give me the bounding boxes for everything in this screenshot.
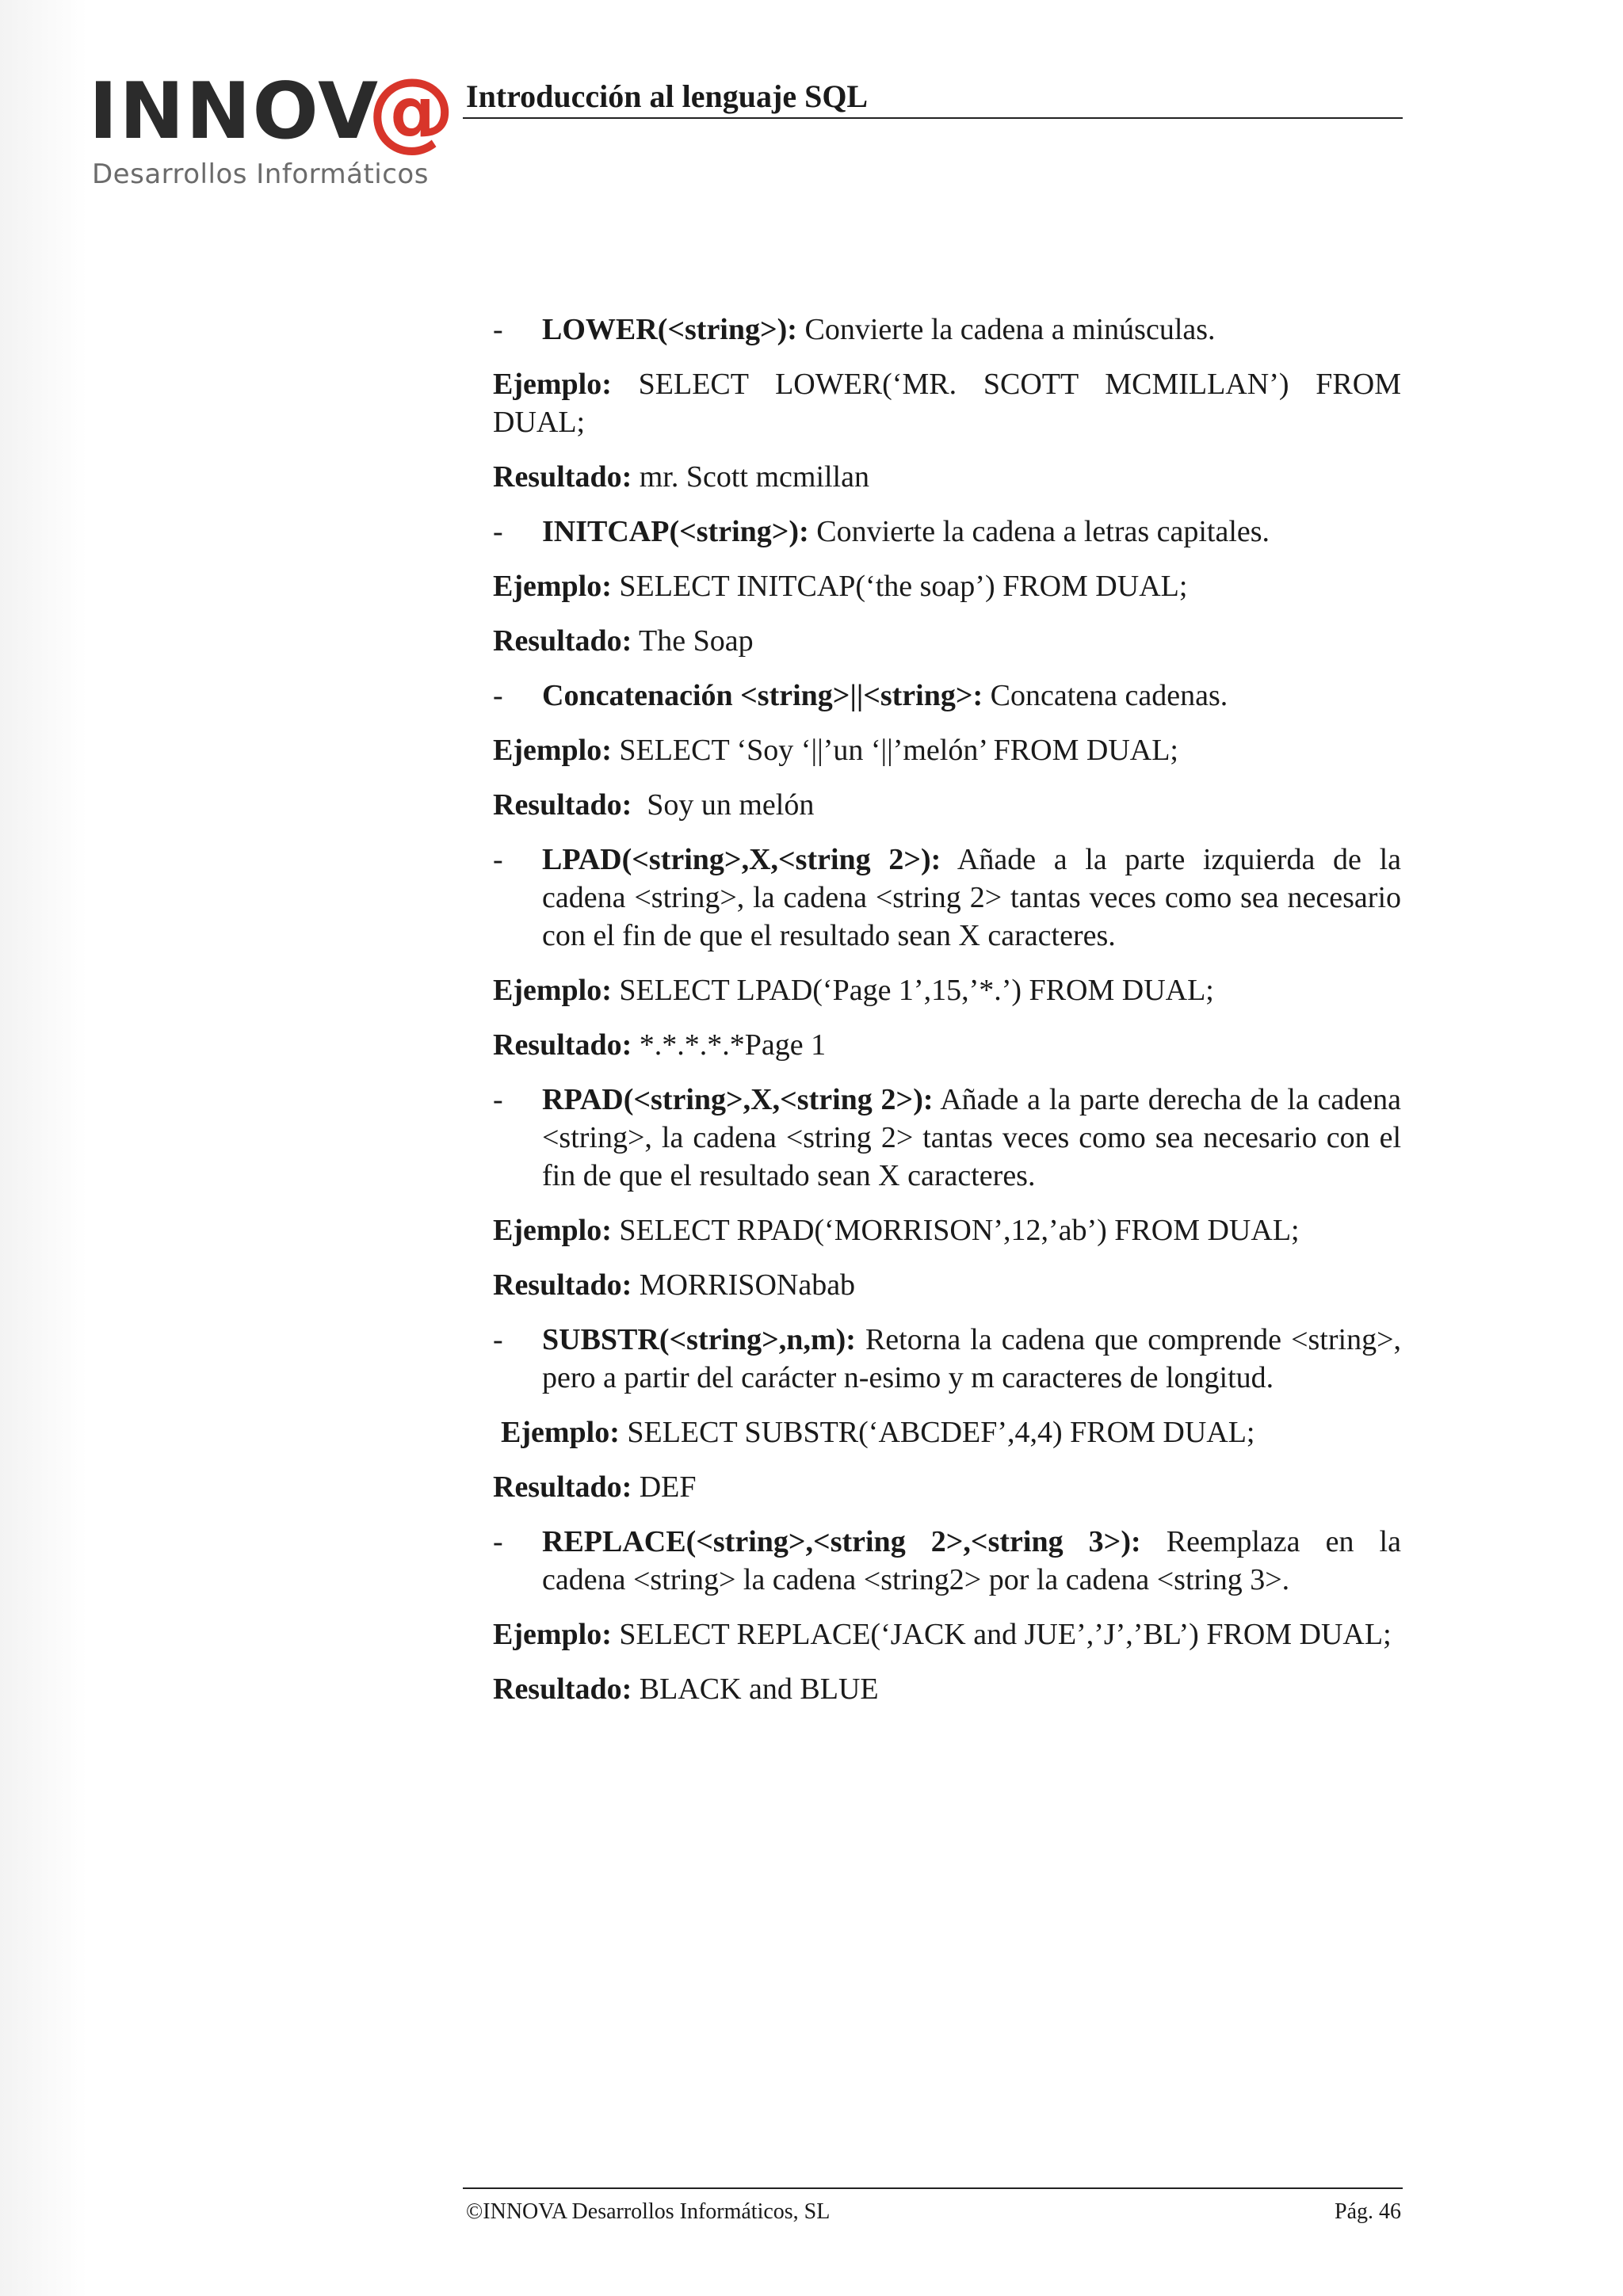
result-label: Resultado: <box>493 788 632 822</box>
bullet-dash: - <box>493 313 503 346</box>
example-line <box>493 567 1401 605</box>
paragraph-spacer <box>493 955 1401 971</box>
function-description <box>493 1321 1401 1397</box>
logo-subtitle: Desarrollos Informáticos <box>92 158 429 190</box>
page-number: Pág. 46 <box>1335 2199 1401 2224</box>
paragraph-spacer <box>493 1249 1401 1266</box>
example-sql: SELECT RPAD(‘MORRISON’,12,’ab’) FROM DUAL; <box>611 1214 1300 1247</box>
paragraph-spacer <box>493 551 1401 567</box>
paragraph-spacer <box>493 441 1401 458</box>
example-line <box>493 365 1409 441</box>
result-line <box>493 622 1401 660</box>
example-line <box>493 971 1401 1009</box>
paragraph-spacer <box>493 1397 1401 1413</box>
example-sql: SELECT LOWER(‘MR. SCOTT MCMILLAN’) FROM DUAL; <box>493 368 1409 439</box>
document-title: Introducción al lenguaje SQL <box>466 78 869 114</box>
function-signature: LPAD(<string>,X,<string 2>): <box>542 843 941 876</box>
paragraph-spacer <box>493 1195 1401 1211</box>
function-explanation: Añade a la parte izquierda de la cadena <string>, la cadena <string 2> tantas veces como sea necesario con el fin de que el resultado sean X caracteres. <box>542 843 1401 952</box>
example-sql: SELECT LPAD(‘Page 1’,15,’*.’) FROM DUAL; <box>611 974 1214 1007</box>
example-line <box>493 1413 1401 1451</box>
function-signature: REPLACE(<string>,<string 2>,<string 3>): <box>542 1525 1141 1558</box>
result-value: MORRISONabab <box>632 1268 856 1302</box>
paragraph-spacer <box>493 605 1401 622</box>
function-signature: SUBSTR(<string>,n,m): <box>542 1323 856 1356</box>
result-value: The Soap <box>632 624 754 658</box>
function-signature: INITCAP(<string>): <box>542 515 809 548</box>
result-line <box>493 1026 1401 1064</box>
header-divider <box>463 117 1403 119</box>
logo-at-symbol: @ <box>368 59 455 161</box>
result-value: Soy un melón <box>632 788 815 822</box>
document-body <box>493 311 1409 1708</box>
footer-divider <box>463 2187 1403 2189</box>
function-description <box>493 1081 1401 1195</box>
function-explanation: Concatena cadenas. <box>983 679 1228 712</box>
example-label: Ejemplo: <box>493 734 612 767</box>
result-line <box>493 786 1401 824</box>
paragraph-spacer <box>493 769 1401 786</box>
paragraph-spacer <box>493 1009 1401 1026</box>
bullet-dash: - <box>493 843 503 876</box>
result-label: Resultado: <box>493 1470 632 1504</box>
result-label: Resultado: <box>493 1268 632 1302</box>
example-label: Ejemplo: <box>493 368 612 401</box>
example-label: Ejemplo: <box>493 974 612 1007</box>
paragraph-spacer <box>493 1304 1401 1321</box>
result-value: BLACK and BLUE <box>632 1672 879 1706</box>
bullet-dash: - <box>493 515 503 548</box>
example-label: Ejemplo: <box>493 570 612 603</box>
example-line <box>493 1615 1401 1653</box>
result-label: Resultado: <box>493 1672 632 1706</box>
logo-wordmark: INNOV <box>89 67 380 157</box>
bullet-dash: - <box>493 1323 503 1356</box>
result-line <box>493 458 1401 496</box>
paragraph-spacer <box>493 715 1401 731</box>
function-explanation: Reemplaza en la cadena <string> la cadena <string2> por la cadena <string 3>. <box>542 1525 1401 1596</box>
function-explanation: Convierte la cadena a minúsculas. <box>796 313 1216 346</box>
result-value: mr. Scott mcmillan <box>632 460 869 494</box>
paragraph-spacer <box>493 1506 1401 1523</box>
paragraph-spacer <box>493 1451 1401 1468</box>
function-description <box>493 1523 1401 1599</box>
paragraph-spacer <box>493 1064 1401 1081</box>
example-label: Ejemplo: <box>493 1618 612 1651</box>
function-description <box>493 513 1401 551</box>
paragraph-spacer <box>493 660 1401 677</box>
result-label: Resultado: <box>493 624 632 658</box>
paragraph-spacer <box>493 349 1401 365</box>
example-sql: SELECT SUBSTR(‘ABCDEF’,4,4) FROM DUAL; <box>619 1416 1255 1449</box>
example-label: Ejemplo: <box>501 1416 620 1449</box>
function-signature: RPAD(<string>,X,<string 2>): <box>542 1083 934 1116</box>
paragraph-spacer <box>493 1653 1401 1670</box>
function-description <box>493 311 1401 349</box>
bullet-dash: - <box>493 1083 503 1116</box>
function-signature: Concatenación <string>||<string>: <box>542 679 983 712</box>
function-explanation: Añade a la parte derecha de la cadena <string>, la cadena <string 2> tantas veces como sea necesario con el fin de que el resultado sean X caracteres. <box>542 1083 1401 1192</box>
footer-copyright: ©INNOVA Desarrollos Informáticos, SL <box>466 2199 831 2224</box>
function-description <box>493 841 1401 955</box>
result-label: Resultado: <box>493 1028 632 1062</box>
example-sql: SELECT REPLACE(‘JACK and JUE’,’J’,’BL’) FROM DUAL; <box>611 1618 1392 1651</box>
paragraph-spacer <box>493 1599 1401 1615</box>
example-label: Ejemplo: <box>493 1214 612 1247</box>
result-line <box>493 1266 1401 1304</box>
result-value: DEF <box>632 1470 697 1504</box>
example-sql: SELECT ‘Soy ‘||’un ‘||’melón’ FROM DUAL; <box>611 734 1178 767</box>
result-line <box>493 1670 1401 1708</box>
example-sql: SELECT INITCAP(‘the soap’) FROM DUAL; <box>611 570 1188 603</box>
company-logo <box>89 59 469 192</box>
result-value: *.*.*.*.*Page 1 <box>632 1028 827 1062</box>
paragraph-spacer <box>493 496 1401 513</box>
result-label: Resultado: <box>493 460 632 494</box>
bullet-dash: - <box>493 679 503 712</box>
example-line <box>493 1211 1401 1249</box>
function-signature: LOWER(<string>): <box>542 313 797 346</box>
bullet-dash: - <box>493 1525 503 1558</box>
function-explanation: Convierte la cadena a letras capitales. <box>808 515 1270 548</box>
function-explanation: Retorna la cadena que comprende <string>, pero a partir del carácter n-esimo y m caracteres de longitud. <box>542 1323 1401 1394</box>
function-description <box>493 677 1401 715</box>
example-line <box>493 731 1401 769</box>
paragraph-spacer <box>493 824 1401 841</box>
page-edge-shade <box>0 0 87 2296</box>
result-line <box>493 1468 1401 1506</box>
